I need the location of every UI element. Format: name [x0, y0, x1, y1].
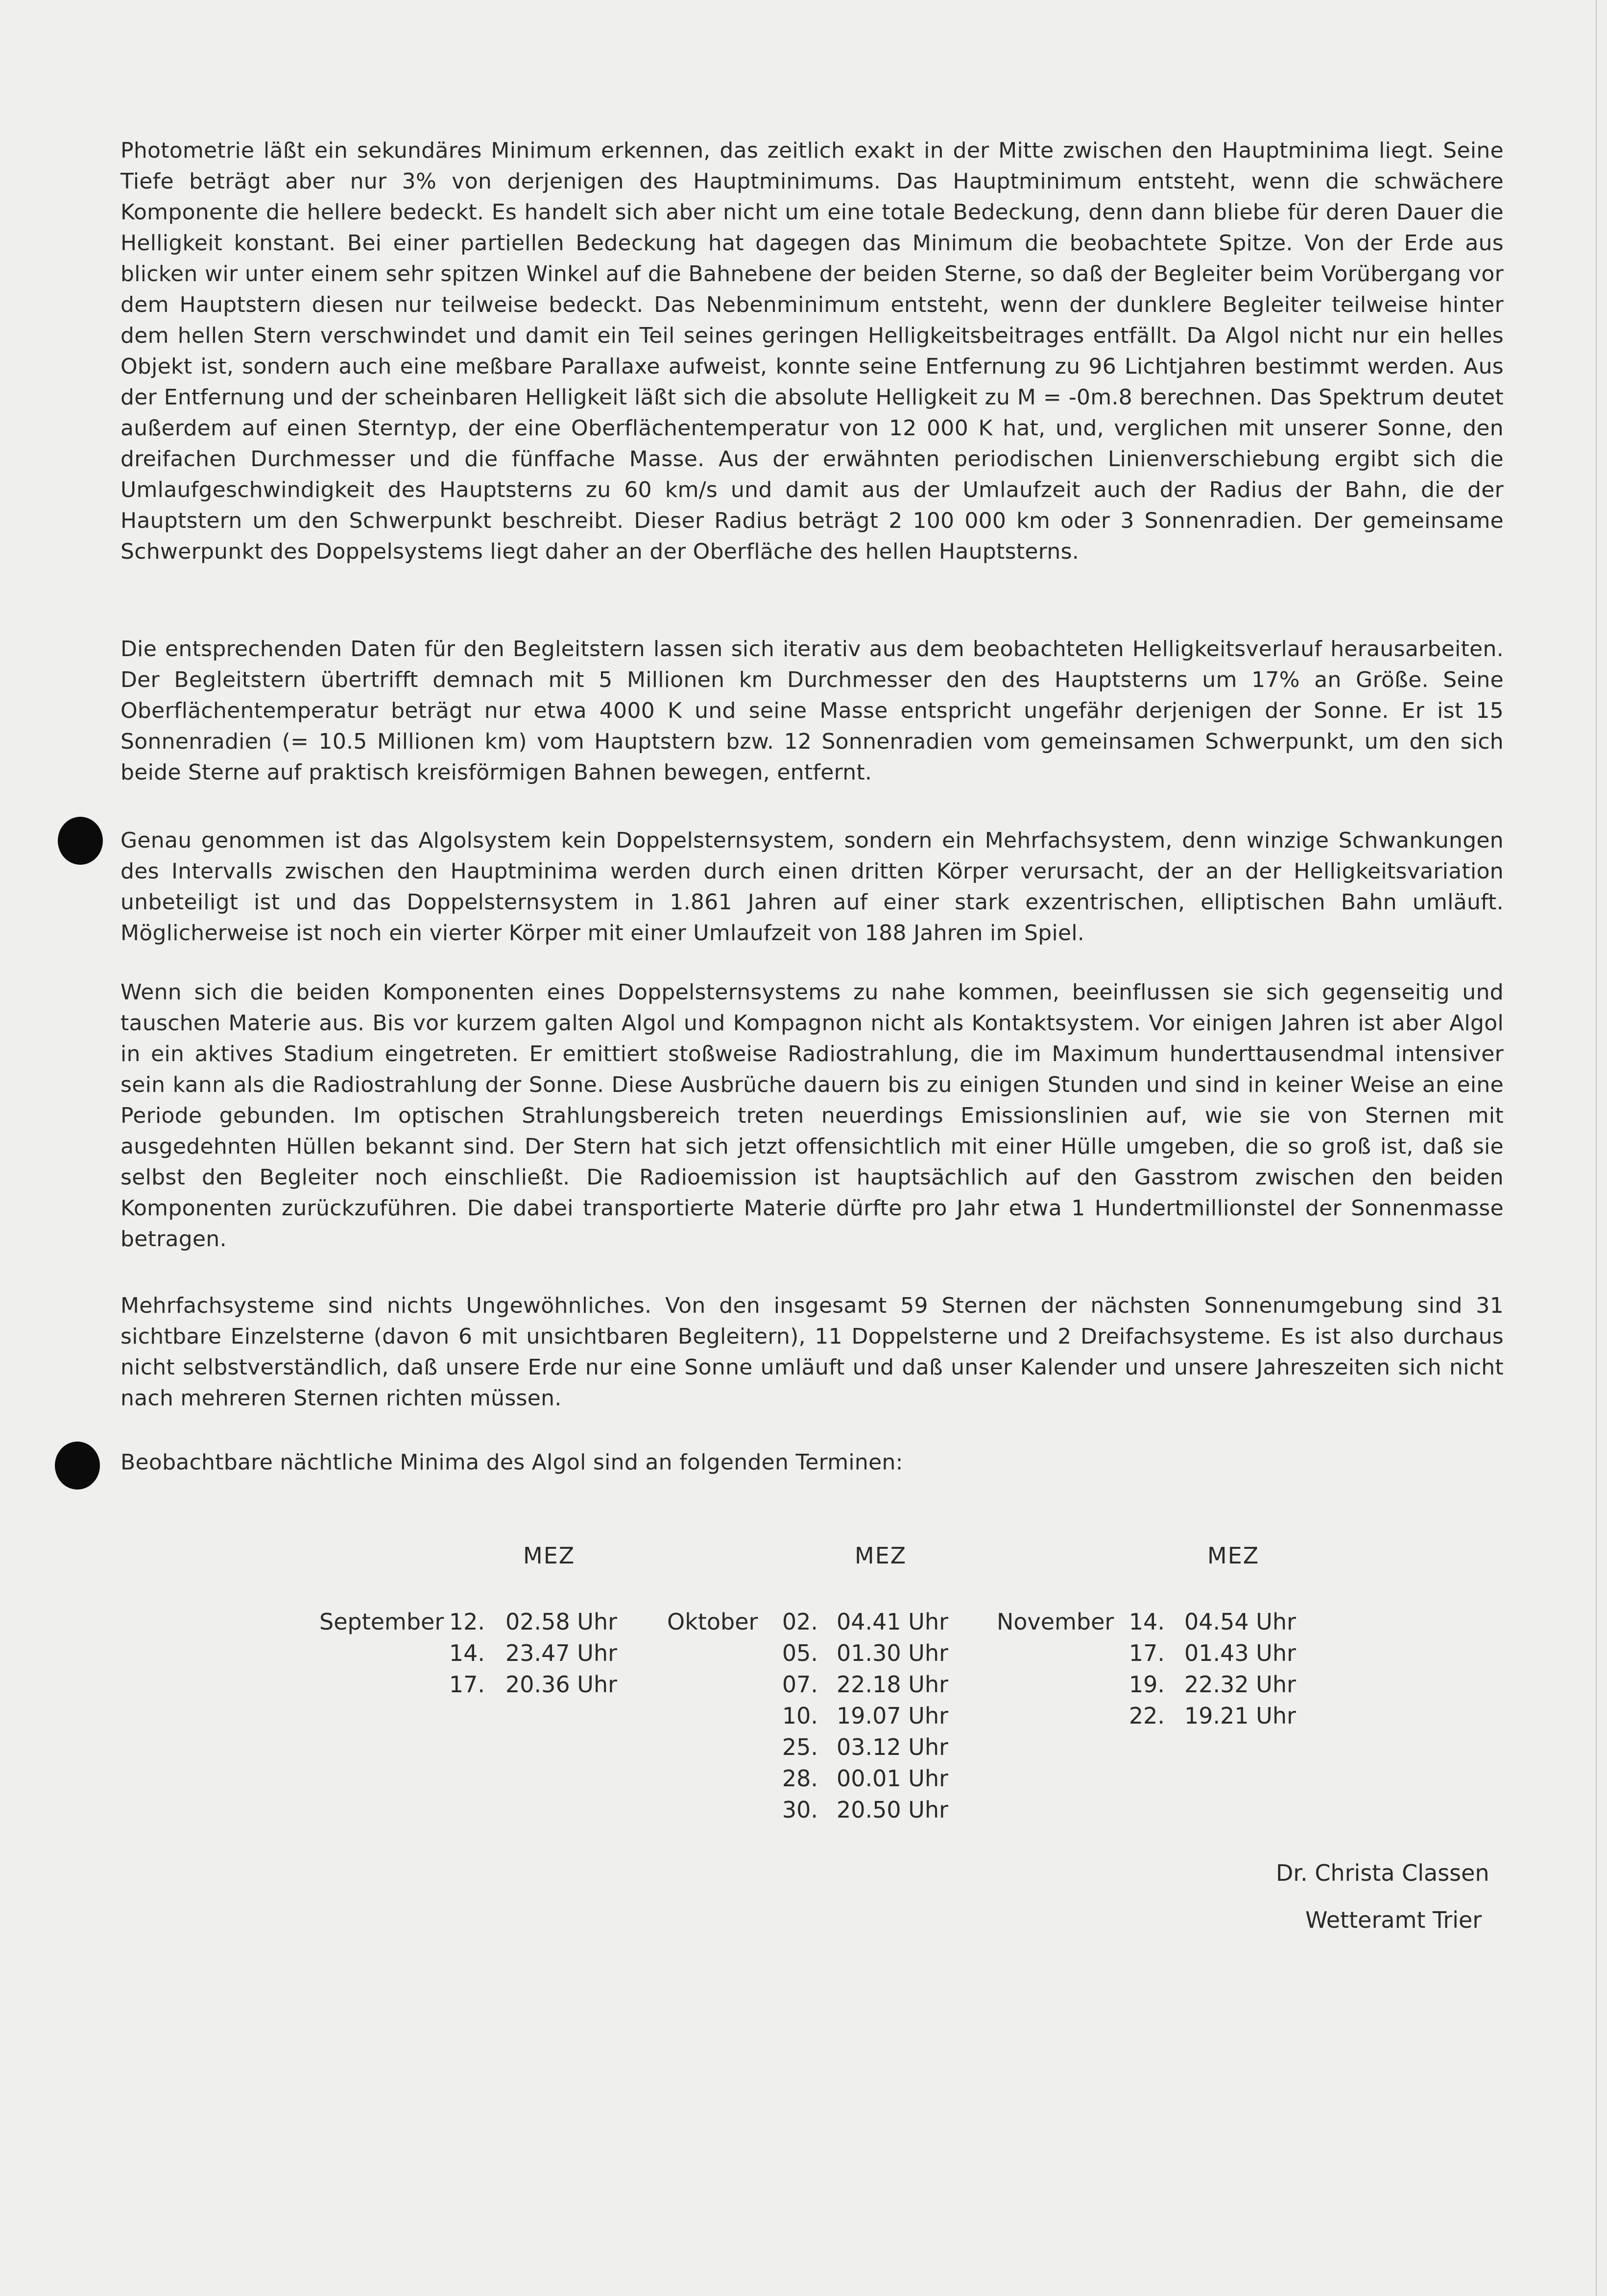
table-day: 02.	[782, 1609, 818, 1635]
table-intro	[120, 1447, 1504, 1478]
table-day: 19.	[1128, 1671, 1165, 1698]
table-day: 05.	[782, 1640, 818, 1666]
page-edge	[1596, 0, 1597, 2296]
column-header-mez: MEZ	[523, 1542, 576, 1569]
table-time: 04.41 Uhr	[837, 1609, 949, 1635]
table-time: 19.21 Uhr	[1184, 1703, 1296, 1729]
column-header-mez: MEZ	[1207, 1542, 1260, 1569]
month-label-november: November	[997, 1609, 1114, 1635]
table-day: 22.	[1128, 1703, 1165, 1729]
punch-hole	[55, 1442, 100, 1490]
table-time: 01.43 Uhr	[1184, 1640, 1296, 1666]
table-time: 04.54 Uhr	[1184, 1609, 1296, 1635]
signature-institution: Wetteramt Trier	[1305, 1907, 1482, 1933]
paragraph-text: Genau genommen ist das Algolsystem kein Doppelsternsystem, sondern ein Mehrfachsystem, denn winzige Schwankungen des Intervalls zwischen den Hauptminima werden durch einen dritten Körper verursacht, der an der Helligkeitsvariation unbeteiligt ist und das Doppelsternsystem in 1.861 Jahren auf einer stark exzentrischen, elliptischen Bahn umläuft. Möglicherweise ist noch ein vierter Körper mit einer Umlaufzeit von 188 Jahren im Spiel.	[120, 828, 1504, 946]
month-label-oktober: Oktober	[667, 1609, 758, 1635]
body-paragraph	[120, 1290, 1504, 1414]
paragraph-text: Die entsprechenden Daten für den Begleitstern lassen sich iterativ aus dem beobachteten Helligkeitsverlauf herausarbeiten. Der Begleitstern übertrifft demnach mit 5 Millionen km Durchmesser den des Hauptsterns um 17% an Größe. Seine Oberflächentemperatur beträgt nur etwa 4000 K und seine Masse entspricht ungefähr derjenigen der Sonne. Er ist 15 Sonnenradien (= 10.5 Millionen km) vom Hauptstern bzw. 12 Sonnenradien vom gemeinsamen Schwerpunkt, um den sich beide Sterne auf praktisch kreisförmigen Bahnen bewegen, entfernt.	[120, 637, 1504, 785]
body-paragraph	[120, 825, 1504, 948]
table-time: 02.58 Uhr	[505, 1609, 618, 1635]
table-time: 23.47 Uhr	[505, 1640, 618, 1666]
paragraph-text: Wenn sich die beiden Komponenten eines Doppelsternsystems zu nahe kommen, beeinflussen sie sich gegenseitig und tauschen Materie aus. Bis vor kurzem galten Algol und Kompagnon nicht als Kontaktsystem. Vor einigen Jahren ist aber Algol in ein aktives Stadium eingetreten. Er emittiert stoßweise Radiostrahlung, die im Maximum hunderttausendmal intensiver sein kann als die Radiostrahlung der Sonne. Diese Ausbrüche dauern bis zu einigen Stunden und sind in keiner Weise an eine Periode gebunden. Im optischen Strahlungsbereich treten neuerdings Emissionslinien auf, wie sie von Sternen mit ausgedehnten Hüllen bekannt sind. Der Stern hat sich jetzt offensichtlich mit einer Hülle umgeben, die so groß ist, daß sie selbst den Begleiter noch einschließt. Die Radioemission ist hauptsächlich auf den Gasstrom zwischen den beiden Komponenten zurückzuführen. Die dabei transportierte Materie dürfte pro Jahr etwa 1 Hundertmillionstel der Sonnenmasse betragen.	[120, 980, 1504, 1252]
table-day: 25.	[782, 1734, 818, 1760]
column-header-mez: MEZ	[855, 1542, 907, 1569]
table-time: 22.32 Uhr	[1184, 1671, 1296, 1698]
table-time: 01.30 Uhr	[837, 1640, 949, 1666]
table-time: 19.07 Uhr	[837, 1703, 949, 1729]
month-label-september: September	[319, 1609, 444, 1635]
paragraph-text: Photometrie läßt ein sekundäres Minimum erkennen, das zeitlich exakt in der Mitte zwischen den Hauptminima liegt. Seine Tiefe beträgt aber nur 3% von derjenigen des Hauptminimums. Das Hauptminimum entsteht, wenn die schwächere Komponente die hellere bedeckt. Es handelt sich aber nicht um eine totale Bedeckung, denn dann bliebe für deren Dauer die Helligkeit konstant. Bei einer partiellen Bedeckung hat dagegen das Minimum die beobachtete Spitze. Von der Erde aus blicken wir unter einem sehr spitzen Winkel auf die Bahnebene der beiden Sterne, so daß der Begleiter beim Vorübergang vor dem Hauptstern diesen nur teilweise bedeckt. Das Nebenminimum entsteht, wenn der dunklere Begleiter teilweise hinter dem hellen Stern verschwindet und damit ein Teil seines geringen Helligkeitsbeitrages entfällt. Da Algol nicht nur ein helles Objekt ist, sondern auch eine meßbare Parallaxe aufweist, konnte seine Entfernung zu 96 Lichtjahren bestimmt werden. Aus der Entfernung und der scheinbaren Helligkeit läßt sich die absolute Helligkeit zu M = -0m.8 berechnen. Das Spektrum deutet außerdem auf einen Sterntyp, der eine Oberflächentemperatur von 12 000 K hat, und, verglichen mit unserer Sonne, den dreifachen Durchmesser und die fünffache Masse. Aus der erwähnten periodischen Linienverschiebung ergibt sich die Umlaufgeschwindigkeit des Hauptsterns zu 60 km/s und damit aus der Umlaufzeit auch der Radius der Bahn, die der Hauptstern um den Schwerpunkt beschreibt. Dieser Radius beträgt 2 100 000 km oder 3 Sonnenradien. Der gemeinsame Schwerpunkt des Doppelsystems liegt daher an der Oberfläche des hellen Hauptsterns.	[120, 138, 1504, 564]
table-day: 12.	[449, 1609, 485, 1635]
body-paragraph	[120, 977, 1504, 1255]
table-time: 20.36 Uhr	[505, 1671, 618, 1698]
table-time: 00.01 Uhr	[837, 1765, 949, 1792]
signature-name: Dr. Christa Classen	[1276, 1860, 1489, 1886]
table-day: 07.	[782, 1671, 818, 1698]
table-day: 28.	[782, 1765, 818, 1792]
table-day: 14.	[1128, 1609, 1165, 1635]
table-day: 30.	[782, 1797, 818, 1823]
punch-hole	[58, 817, 103, 865]
table-time: 20.50 Uhr	[837, 1797, 949, 1823]
paragraph-text: Mehrfachsysteme sind nichts Ungewöhnliches. Von den insgesamt 59 Sternen der nächsten Sonnenumgebung sind 31 sichtbare Einzelsterne (davon 6 mit unsichtbaren Begleitern), 11 Doppelsterne und 2 Dreifachsysteme. Es ist also durchaus nicht selbstverständlich, daß unsere Erde nur eine Sonne umläuft und daß unser Kalender und unsere Jahreszeiten sich nicht nach mehreren Sternen richten müssen.	[120, 1293, 1504, 1411]
table-day: 14.	[449, 1640, 485, 1666]
table-day: 17.	[449, 1671, 485, 1698]
body-paragraph	[120, 634, 1504, 788]
body-paragraph	[120, 135, 1504, 567]
table-day: 10.	[782, 1703, 818, 1729]
paragraph-text: Beobachtbare nächtliche Minima des Algol sind an folgenden Terminen:	[120, 1450, 903, 1475]
table-time: 22.18 Uhr	[837, 1671, 949, 1698]
table-time: 03.12 Uhr	[837, 1734, 949, 1760]
table-day: 17.	[1128, 1640, 1165, 1666]
